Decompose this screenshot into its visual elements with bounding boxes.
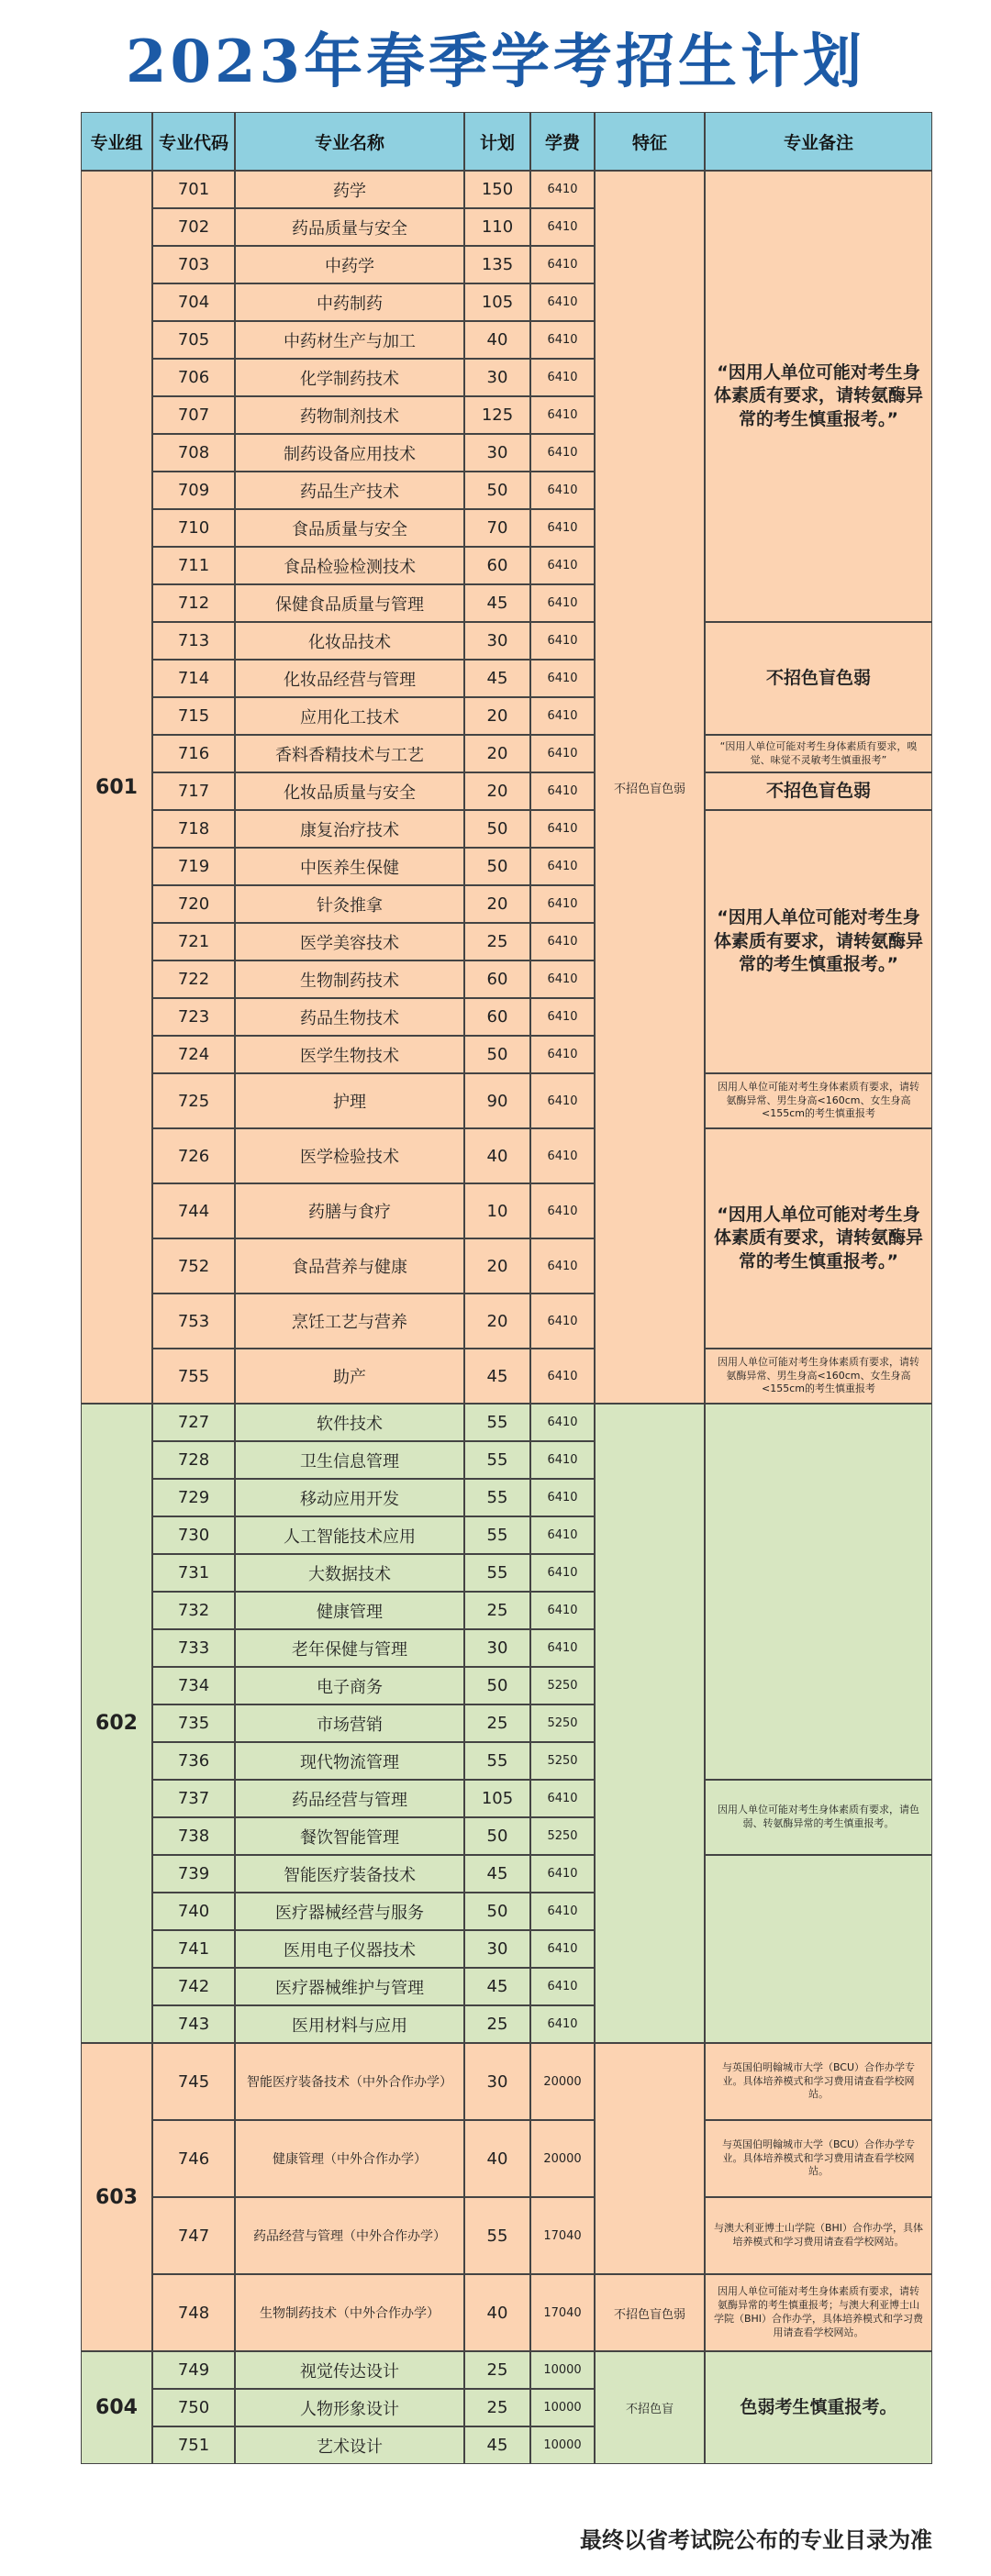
plan-cell: 55 — [464, 2197, 530, 2274]
major-code-cell: 748 — [152, 2274, 235, 2351]
major-code-cell: 732 — [152, 1592, 235, 1629]
plan-cell: 40 — [464, 1128, 530, 1183]
fee-cell: 6410 — [530, 1183, 595, 1238]
major-name-cell: 医疗器械经营与服务 — [235, 1893, 464, 1930]
fee-cell: 6410 — [530, 923, 595, 960]
fee-cell: 6410 — [530, 321, 595, 359]
plan-cell: 50 — [464, 472, 530, 509]
fee-cell: 6410 — [530, 998, 595, 1036]
major-name-cell: 艺术设计 — [235, 2426, 464, 2464]
major-name-cell: 药物制剂技术 — [235, 396, 464, 434]
major-code-cell: 744 — [152, 1183, 235, 1238]
major-code-cell: 738 — [152, 1817, 235, 1855]
plan-cell: 25 — [464, 923, 530, 960]
fee-cell: 6410 — [530, 1893, 595, 1930]
fee-cell: 5250 — [530, 1742, 595, 1780]
feature-cell: 不招色盲色弱 — [595, 2274, 705, 2351]
major-code-cell: 718 — [152, 810, 235, 848]
group-cell: 604 — [81, 2351, 152, 2464]
column-header: 专业组 — [81, 112, 152, 171]
major-name-cell: 医用材料与应用 — [235, 2005, 464, 2043]
plan-cell: 25 — [464, 1592, 530, 1629]
fee-cell: 6410 — [530, 660, 595, 697]
fee-cell: 6410 — [530, 1073, 595, 1128]
fee-cell: 6410 — [530, 472, 595, 509]
plan-cell: 50 — [464, 1667, 530, 1704]
major-code-cell: 735 — [152, 1704, 235, 1742]
major-code-cell: 717 — [152, 772, 235, 810]
fee-cell: 17040 — [530, 2274, 595, 2351]
major-name-cell: 化妆品经营与管理 — [235, 660, 464, 697]
major-name-cell: 药品经营与管理 — [235, 1780, 464, 1817]
major-code-cell: 746 — [152, 2120, 235, 2197]
major-name-cell: 食品质量与安全 — [235, 509, 464, 547]
remark-cell: 不招色盲色弱 — [705, 772, 932, 810]
major-name-cell: 应用化工技术 — [235, 697, 464, 735]
major-code-cell: 736 — [152, 1742, 235, 1780]
plan-cell: 70 — [464, 509, 530, 547]
plan-cell: 125 — [464, 396, 530, 434]
major-code-cell: 714 — [152, 660, 235, 697]
major-name-cell: 药品生产技术 — [235, 472, 464, 509]
major-code-cell: 729 — [152, 1479, 235, 1516]
major-code-cell: 710 — [152, 509, 235, 547]
major-code-cell: 716 — [152, 735, 235, 772]
fee-cell: 5250 — [530, 1667, 595, 1704]
major-name-cell: 现代物流管理 — [235, 1742, 464, 1780]
fee-cell: 6410 — [530, 171, 595, 208]
major-name-cell: 中药制药 — [235, 283, 464, 321]
major-code-cell: 725 — [152, 1073, 235, 1128]
plan-cell: 30 — [464, 1930, 530, 1968]
major-name-cell: 食品营养与健康 — [235, 1238, 464, 1294]
major-code-cell: 741 — [152, 1930, 235, 1968]
major-name-cell: 中医养生保健 — [235, 848, 464, 885]
remark-cell: 因用人单位可能对考生身体素质有要求，请色弱、转氨酶异常的考生慎重报考。 — [705, 1780, 932, 1855]
group-cell: 603 — [81, 2043, 152, 2351]
plan-cell: 45 — [464, 1968, 530, 2005]
plan-cell: 40 — [464, 2274, 530, 2351]
major-code-cell: 724 — [152, 1036, 235, 1073]
major-code-cell: 705 — [152, 321, 235, 359]
fee-cell: 6410 — [530, 1128, 595, 1183]
major-code-cell: 747 — [152, 2197, 235, 2274]
major-code-cell: 707 — [152, 396, 235, 434]
major-code-cell: 704 — [152, 283, 235, 321]
major-code-cell: 727 — [152, 1404, 235, 1441]
major-name-cell: 医用电子仪器技术 — [235, 1930, 464, 1968]
major-code-cell: 751 — [152, 2426, 235, 2464]
major-code-cell: 749 — [152, 2351, 235, 2389]
fee-cell: 6410 — [530, 1294, 595, 1349]
major-code-cell: 740 — [152, 1893, 235, 1930]
major-name-cell: 健康管理 — [235, 1592, 464, 1629]
remark-cell: “因用人单位可能对考生身体素质有要求，请转氨酶异常的考生慎重报考。” — [705, 1128, 932, 1349]
major-name-cell: 烹饪工艺与营养 — [235, 1294, 464, 1349]
major-name-cell: 康复治疗技术 — [235, 810, 464, 848]
major-name-cell: 助产 — [235, 1349, 464, 1404]
plan-cell: 20 — [464, 772, 530, 810]
plan-cell: 25 — [464, 2389, 530, 2426]
plan-cell: 110 — [464, 208, 530, 246]
plan-cell: 55 — [464, 1441, 530, 1479]
plan-cell: 10 — [464, 1183, 530, 1238]
major-name-cell: 护理 — [235, 1073, 464, 1128]
major-name-cell: 餐饮智能管理 — [235, 1817, 464, 1855]
remark-cell: 与英国伯明翰城市大学（BCU）合作办学专业。具体培养模式和学习费用请查看学校网站。 — [705, 2043, 932, 2120]
fee-cell: 6410 — [530, 1238, 595, 1294]
major-name-cell: 药品生物技术 — [235, 998, 464, 1036]
fee-cell: 6410 — [530, 697, 595, 735]
major-code-cell: 731 — [152, 1554, 235, 1592]
major-name-cell: 医疗器械维护与管理 — [235, 1968, 464, 2005]
plan-cell: 40 — [464, 2120, 530, 2197]
major-code-cell: 733 — [152, 1629, 235, 1667]
fee-cell: 6410 — [530, 1855, 595, 1893]
major-name-cell: 卫生信息管理 — [235, 1441, 464, 1479]
fee-cell: 10000 — [530, 2389, 595, 2426]
major-code-cell: 702 — [152, 208, 235, 246]
plan-cell: 20 — [464, 885, 530, 923]
plan-cell: 30 — [464, 359, 530, 396]
plan-cell: 150 — [464, 171, 530, 208]
fee-cell: 6410 — [530, 960, 595, 998]
fee-cell: 6410 — [530, 1404, 595, 1441]
plan-cell: 45 — [464, 1855, 530, 1893]
fee-cell: 20000 — [530, 2120, 595, 2197]
fee-cell: 6410 — [530, 1592, 595, 1629]
fee-cell: 6410 — [530, 1349, 595, 1404]
feature-cell — [595, 1404, 705, 2043]
major-name-cell: 医学生物技术 — [235, 1036, 464, 1073]
plan-cell: 30 — [464, 622, 530, 660]
column-header: 专业代码 — [152, 112, 235, 171]
fee-cell: 6410 — [530, 1930, 595, 1968]
major-name-cell: 智能医疗装备技术 — [235, 1855, 464, 1893]
major-code-cell: 750 — [152, 2389, 235, 2426]
major-name-cell: 视觉传达设计 — [235, 2351, 464, 2389]
major-name-cell: 药品质量与安全 — [235, 208, 464, 246]
major-name-cell: 针灸推拿 — [235, 885, 464, 923]
fee-cell: 6410 — [530, 396, 595, 434]
major-code-cell: 720 — [152, 885, 235, 923]
major-code-cell: 743 — [152, 2005, 235, 2043]
major-code-cell: 713 — [152, 622, 235, 660]
plan-cell: 55 — [464, 1516, 530, 1554]
major-code-cell: 706 — [152, 359, 235, 396]
major-code-cell: 723 — [152, 998, 235, 1036]
fee-cell: 20000 — [530, 2043, 595, 2120]
remark-cell: “因用人单位可能对考生身体素质有要求，嗅觉、味觉不灵敏考生慎重报考” — [705, 735, 932, 772]
major-name-cell: 药膳与食疗 — [235, 1183, 464, 1238]
plan-cell: 40 — [464, 321, 530, 359]
major-name-cell: 生物制药技术 — [235, 960, 464, 998]
major-name-cell: 保健食品质量与管理 — [235, 584, 464, 622]
fee-cell: 6410 — [530, 1441, 595, 1479]
major-name-cell: 智能医疗装备技术（中外合作办学） — [235, 2043, 464, 2120]
plan-cell: 60 — [464, 960, 530, 998]
major-name-cell: 制药设备应用技术 — [235, 434, 464, 472]
major-name-cell: 市场营销 — [235, 1704, 464, 1742]
plan-cell: 25 — [464, 2351, 530, 2389]
plan-cell: 25 — [464, 2005, 530, 2043]
plan-cell: 45 — [464, 1349, 530, 1404]
fee-cell: 6410 — [530, 584, 595, 622]
major-code-cell: 742 — [152, 1968, 235, 2005]
plan-cell: 105 — [464, 283, 530, 321]
page-title: 2023年春季学考招生计划 — [125, 28, 866, 96]
major-name-cell: 老年保健与管理 — [235, 1629, 464, 1667]
major-name-cell: 香料香精技术与工艺 — [235, 735, 464, 772]
major-code-cell: 752 — [152, 1238, 235, 1294]
column-header: 特征 — [595, 112, 705, 171]
fee-cell: 6410 — [530, 359, 595, 396]
group-cell: 601 — [81, 171, 152, 1404]
major-code-cell: 719 — [152, 848, 235, 885]
major-name-cell: 人物形象设计 — [235, 2389, 464, 2426]
plan-cell: 20 — [464, 1238, 530, 1294]
major-code-cell: 721 — [152, 923, 235, 960]
column-header: 学费 — [530, 112, 595, 171]
plan-cell: 60 — [464, 998, 530, 1036]
fee-cell: 6410 — [530, 772, 595, 810]
major-name-cell: 中药材生产与加工 — [235, 321, 464, 359]
plan-cell: 105 — [464, 1780, 530, 1817]
plan-cell: 55 — [464, 1554, 530, 1592]
major-code-cell: 712 — [152, 584, 235, 622]
major-code-cell: 728 — [152, 1441, 235, 1479]
fee-cell: 6410 — [530, 1479, 595, 1516]
major-name-cell: 医学检验技术 — [235, 1128, 464, 1183]
remark-cell: 与澳大利亚博士山学院（BHI）合作办学，具体培养模式和学习费用请查看学校网站。 — [705, 2197, 932, 2274]
remark-cell — [705, 1855, 932, 2043]
fee-cell: 6410 — [530, 1629, 595, 1667]
major-name-cell: 软件技术 — [235, 1404, 464, 1441]
fee-cell: 6410 — [530, 509, 595, 547]
remark-cell: 色弱考生慎重报考。 — [705, 2351, 932, 2464]
fee-cell: 6410 — [530, 735, 595, 772]
plan-cell: 55 — [464, 1404, 530, 1441]
plan-cell: 45 — [464, 2426, 530, 2464]
feature-cell: 不招色盲 — [595, 2351, 705, 2464]
fee-cell: 6410 — [530, 810, 595, 848]
major-code-cell: 753 — [152, 1294, 235, 1349]
column-header: 专业名称 — [235, 112, 464, 171]
major-name-cell: 人工智能技术应用 — [235, 1516, 464, 1554]
major-code-cell: 734 — [152, 1667, 235, 1704]
major-code-cell: 715 — [152, 697, 235, 735]
fee-cell: 6410 — [530, 848, 595, 885]
major-name-cell: 移动应用开发 — [235, 1479, 464, 1516]
fee-cell: 6410 — [530, 2005, 595, 2043]
major-name-cell: 医学美容技术 — [235, 923, 464, 960]
major-code-cell: 730 — [152, 1516, 235, 1554]
fee-cell: 6410 — [530, 547, 595, 584]
fee-cell: 6410 — [530, 622, 595, 660]
column-header: 计划 — [464, 112, 530, 171]
plan-cell: 30 — [464, 1629, 530, 1667]
major-code-cell: 701 — [152, 171, 235, 208]
fee-cell: 6410 — [530, 1968, 595, 2005]
feature-cell — [595, 2043, 705, 2274]
major-code-cell: 708 — [152, 434, 235, 472]
feature-cell: 不招色盲色弱 — [595, 171, 705, 1404]
plan-cell: 50 — [464, 1036, 530, 1073]
remark-cell: 因用人单位可能对考生身体素质有要求，请转氨酶异常、男生身高<160cm、女生身高<155cm的考生慎重报考 — [705, 1349, 932, 1404]
major-code-cell: 703 — [152, 246, 235, 283]
major-name-cell: 生物制药技术（中外合作办学） — [235, 2274, 464, 2351]
plan-cell: 50 — [464, 810, 530, 848]
plan-cell: 20 — [464, 697, 530, 735]
fee-cell: 5250 — [530, 1817, 595, 1855]
fee-cell: 6410 — [530, 1780, 595, 1817]
major-code-cell: 737 — [152, 1780, 235, 1817]
major-name-cell: 大数据技术 — [235, 1554, 464, 1592]
fee-cell: 10000 — [530, 2426, 595, 2464]
major-name-cell: 中药学 — [235, 246, 464, 283]
fee-cell: 6410 — [530, 1554, 595, 1592]
plan-cell: 50 — [464, 1817, 530, 1855]
fee-cell: 10000 — [530, 2351, 595, 2389]
major-name-cell: 化妆品技术 — [235, 622, 464, 660]
plan-cell: 50 — [464, 1893, 530, 1930]
major-code-cell: 745 — [152, 2043, 235, 2120]
major-code-cell: 711 — [152, 547, 235, 584]
plan-cell: 55 — [464, 1479, 530, 1516]
major-code-cell: 739 — [152, 1855, 235, 1893]
major-name-cell: 健康管理（中外合作办学） — [235, 2120, 464, 2197]
remark-cell: 不招色盲色弱 — [705, 622, 932, 735]
fee-cell: 6410 — [530, 1516, 595, 1554]
plan-cell: 20 — [464, 735, 530, 772]
plan-cell: 20 — [464, 1294, 530, 1349]
remark-cell: 与英国伯明翰城市大学（BCU）合作办学专业。具体培养模式和学习费用请查看学校网站。 — [705, 2120, 932, 2197]
fee-cell: 6410 — [530, 208, 595, 246]
major-name-cell: 药学 — [235, 171, 464, 208]
plan-cell: 135 — [464, 246, 530, 283]
remark-cell: “因用人单位可能对考生身体素质有要求，请转氨酶异常的考生慎重报考。” — [705, 171, 932, 622]
fee-cell: 5250 — [530, 1704, 595, 1742]
fee-cell: 6410 — [530, 283, 595, 321]
fee-cell: 6410 — [530, 885, 595, 923]
plan-cell: 45 — [464, 584, 530, 622]
remark-cell: 因用人单位可能对考生身体素质有要求，请转氨酶异常的考生慎重报考；与澳大利亚博士山学院（BHI）合作办学，具体培养模式和学习费用请查看学校网站。 — [705, 2274, 932, 2351]
column-header: 专业备注 — [705, 112, 932, 171]
plan-cell: 45 — [464, 660, 530, 697]
fee-cell: 6410 — [530, 246, 595, 283]
plan-cell: 25 — [464, 1704, 530, 1742]
major-name-cell: 化学制药技术 — [235, 359, 464, 396]
plan-cell: 90 — [464, 1073, 530, 1128]
fee-cell: 17040 — [530, 2197, 595, 2274]
major-code-cell: 709 — [152, 472, 235, 509]
fee-cell: 6410 — [530, 1036, 595, 1073]
major-name-cell: 化妆品质量与安全 — [235, 772, 464, 810]
major-name-cell: 药品经营与管理（中外合作办学） — [235, 2197, 464, 2274]
plan-cell: 55 — [464, 1742, 530, 1780]
major-name-cell: 食品检验检测技术 — [235, 547, 464, 584]
remark-cell: 因用人单位可能对考生身体素质有要求，请转氨酶异常、男生身高<160cm、女生身高<155cm的考生慎重报考 — [705, 1073, 932, 1128]
footer-note: 最终以省考试院公布的专业目录为准 — [580, 2527, 932, 2553]
plan-cell: 60 — [464, 547, 530, 584]
remark-cell — [705, 1404, 932, 1780]
remark-cell: “因用人单位可能对考生身体素质有要求，请转氨酶异常的考生慎重报考。” — [705, 810, 932, 1073]
enrollment-table — [81, 112, 932, 2468]
plan-cell: 30 — [464, 2043, 530, 2120]
major-code-cell: 726 — [152, 1128, 235, 1183]
major-name-cell: 电子商务 — [235, 1667, 464, 1704]
group-cell: 602 — [81, 1404, 152, 2043]
major-code-cell: 755 — [152, 1349, 235, 1404]
major-code-cell: 722 — [152, 960, 235, 998]
plan-cell: 50 — [464, 848, 530, 885]
plan-cell: 30 — [464, 434, 530, 472]
fee-cell: 6410 — [530, 434, 595, 472]
